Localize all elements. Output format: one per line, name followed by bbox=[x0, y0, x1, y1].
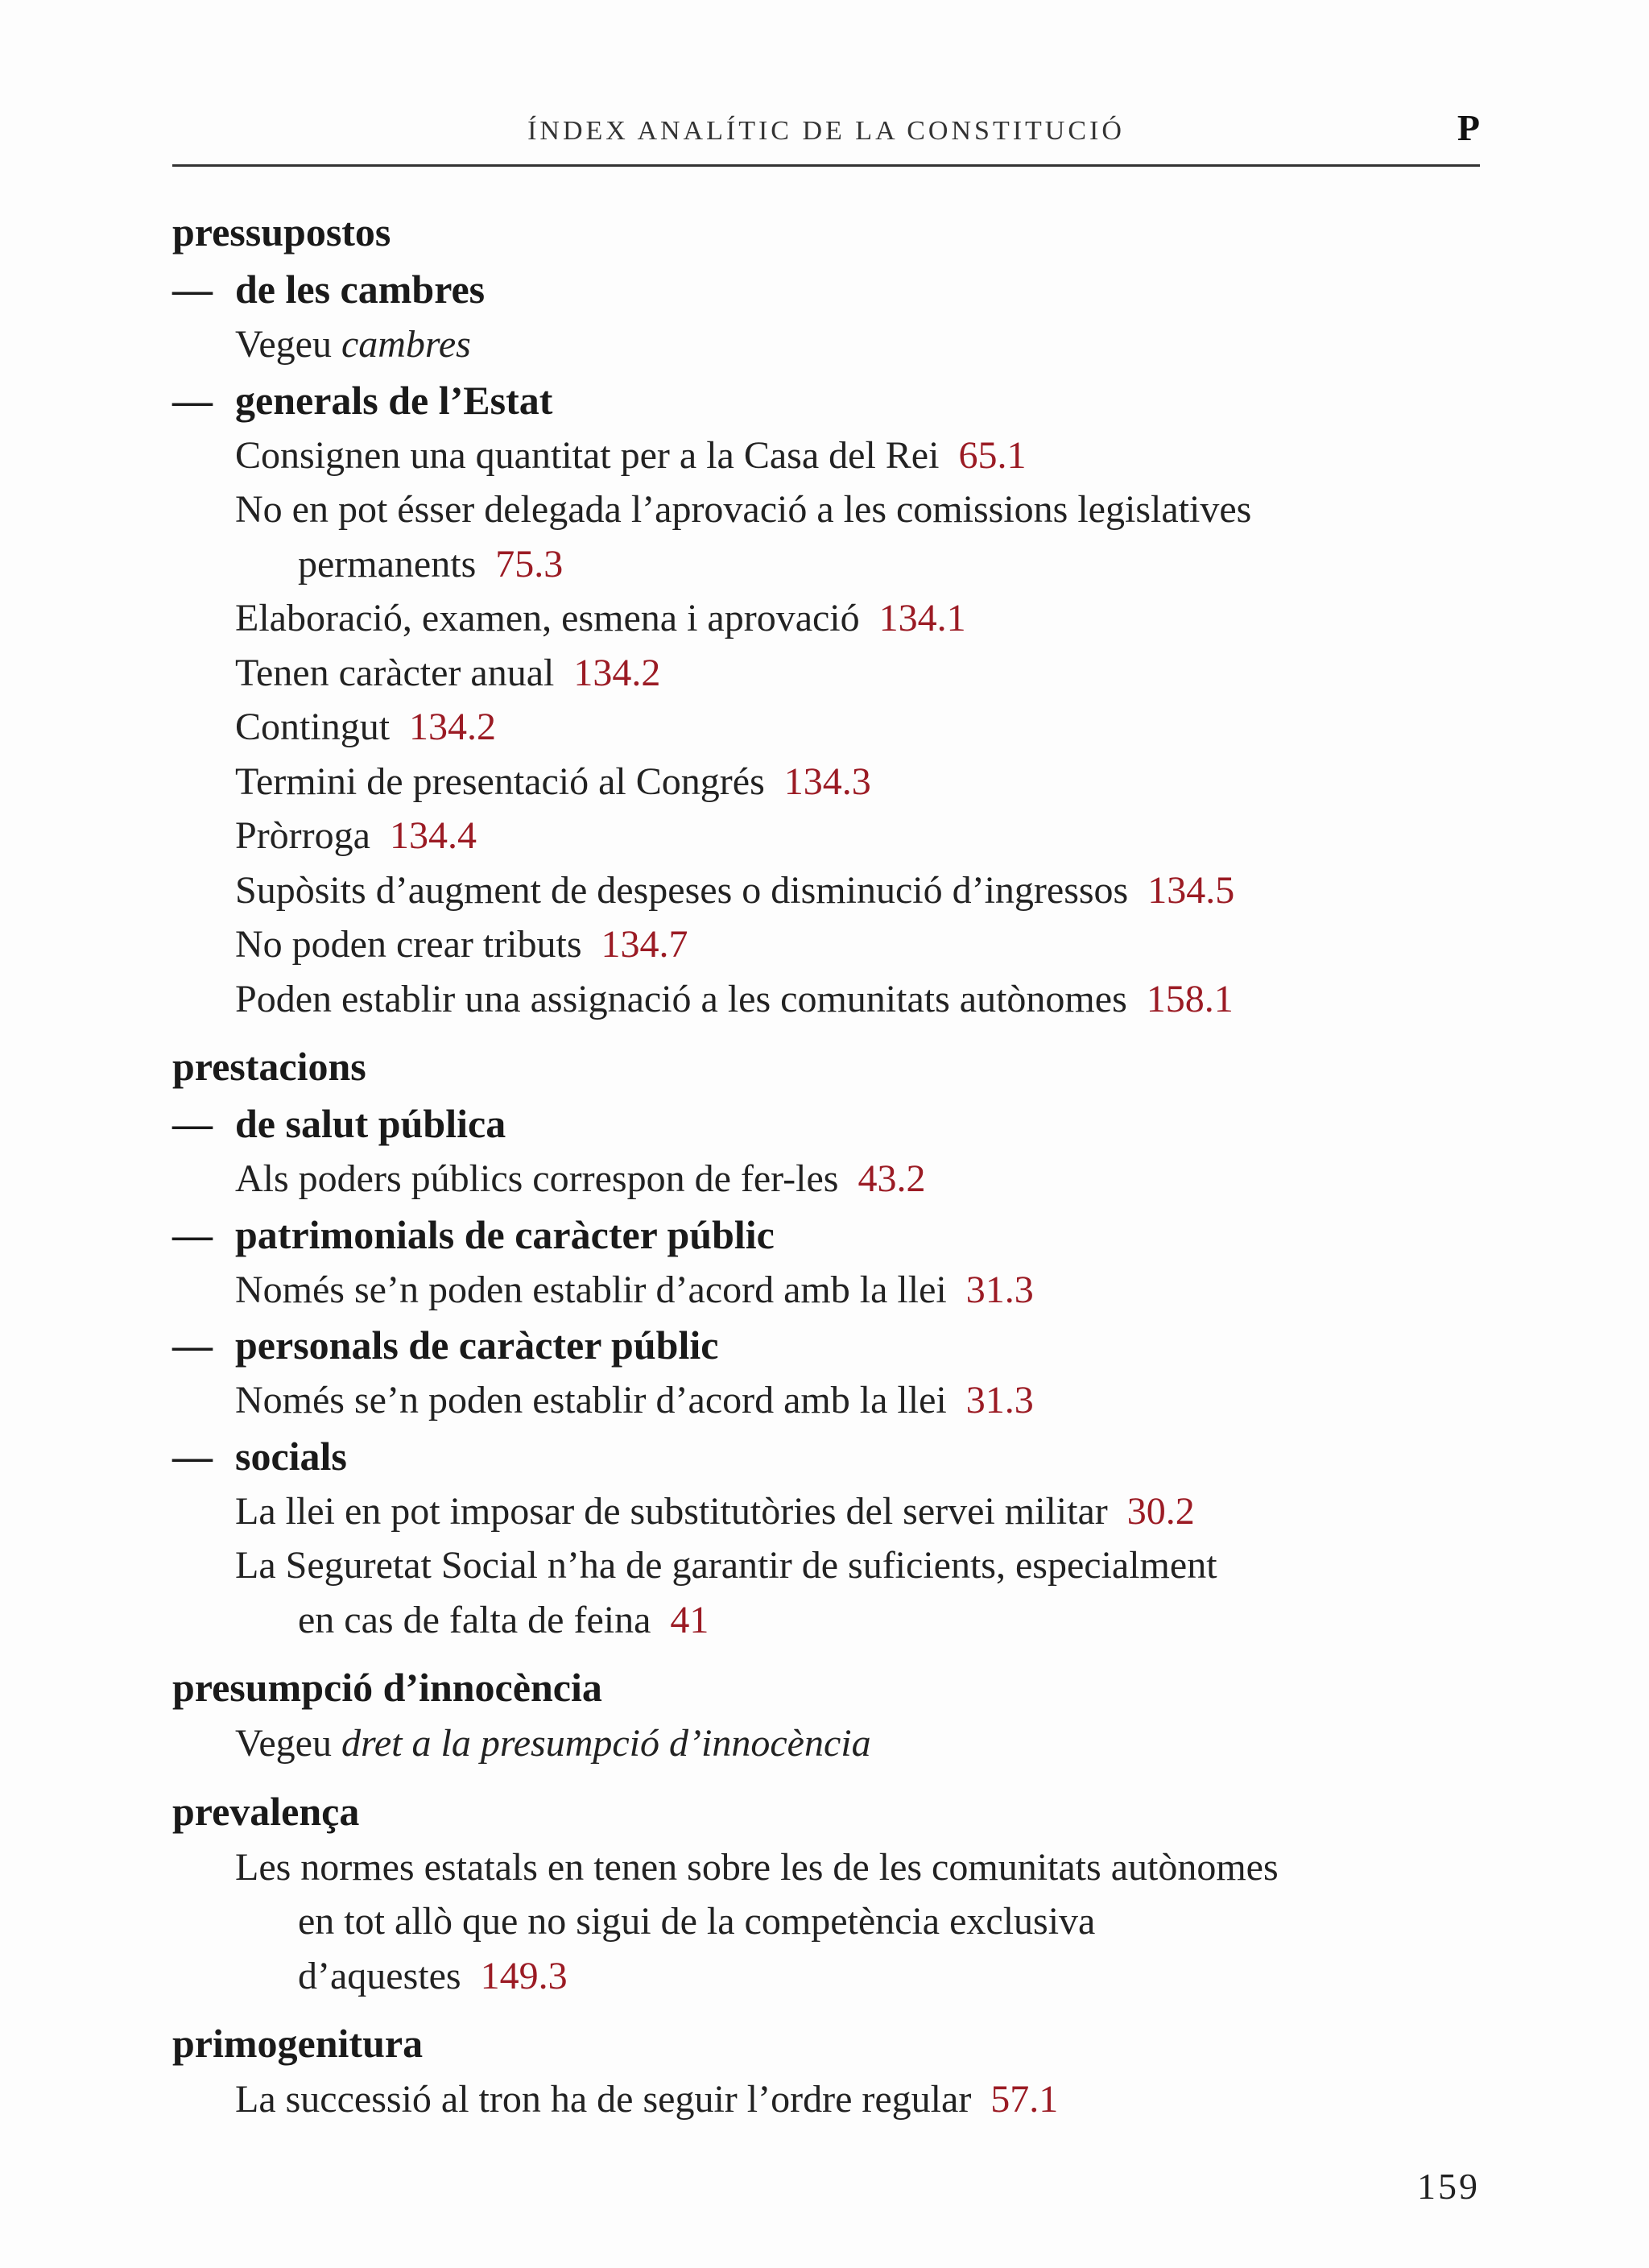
see-reference bbox=[172, 1716, 1480, 1771]
entry-text: permanents bbox=[298, 542, 477, 586]
subterm-label: de les cambres bbox=[235, 267, 486, 312]
article-reference[interactable]: 57.1 bbox=[990, 2078, 1059, 2121]
subterm-label: socials bbox=[235, 1433, 347, 1479]
article-reference[interactable]: 158.1 bbox=[1146, 977, 1234, 1020]
entry-text: La successió al tron ha de seguir l’ordre regular bbox=[235, 2078, 972, 2121]
entry-text: Termini de presentació al Congrés bbox=[235, 759, 765, 803]
em-dash: — bbox=[172, 1101, 213, 1146]
index-entry bbox=[172, 972, 1480, 1027]
page-number: 159 bbox=[1417, 2166, 1480, 2207]
article-reference[interactable]: 31.3 bbox=[965, 1268, 1034, 1311]
em-dash: — bbox=[172, 1322, 213, 1368]
see-label: Vegeu bbox=[235, 323, 332, 366]
subterm-label: patrimonials de caràcter públic bbox=[235, 1211, 775, 1257]
index-subterm bbox=[172, 1428, 1480, 1484]
section-letter: P bbox=[1457, 107, 1480, 148]
index-subterm bbox=[172, 261, 1480, 317]
index-entry bbox=[172, 1484, 1480, 1539]
index-entry bbox=[172, 700, 1480, 755]
entry-text: Supòsits d’augment de despeses o disminució d’ingressos bbox=[235, 868, 1129, 912]
index-entry bbox=[172, 1263, 1480, 1318]
entry-text: Tenen caràcter anual bbox=[235, 651, 555, 694]
subterm-label: personals de caràcter públic bbox=[235, 1322, 719, 1368]
index-entry bbox=[172, 917, 1480, 972]
entry-text: La Seguretat Social n’ha de garantir de suficients, especialment bbox=[235, 1544, 1217, 1587]
running-header bbox=[172, 106, 1480, 167]
index-entry bbox=[172, 809, 1480, 863]
index-term: pressupostos bbox=[172, 209, 391, 255]
article-reference[interactable]: 75.3 bbox=[495, 542, 564, 586]
running-title: ÍNDEX ANALÍTIC DE LA CONSTITUCIÓ bbox=[527, 116, 1125, 146]
article-reference[interactable]: 134.1 bbox=[878, 597, 966, 639]
entry-text: Elaboració, examen, esmena i aprovació bbox=[235, 597, 860, 639]
index-term: primogenitura bbox=[172, 2021, 424, 2066]
article-reference[interactable]: 41 bbox=[670, 1598, 709, 1641]
article-reference[interactable]: 30.2 bbox=[1126, 1489, 1195, 1533]
em-dash: — bbox=[172, 377, 213, 423]
index-entry bbox=[172, 863, 1480, 918]
index-entry bbox=[172, 428, 1480, 483]
entry-text: Només se’n poden establir d’acord amb la llei bbox=[235, 1268, 947, 1311]
entry-continuation bbox=[235, 1593, 1480, 1648]
index-entry bbox=[172, 646, 1480, 701]
index-term: presumpció d’innocència bbox=[172, 1665, 602, 1710]
entry-text: No en pot ésser delegada l’aprovació a les comissions legislatives bbox=[235, 488, 1252, 531]
entry-text: No poden crear tributs bbox=[235, 923, 582, 966]
article-reference[interactable]: 149.3 bbox=[480, 1954, 568, 1997]
index-entry bbox=[172, 2072, 1480, 2127]
index-entry bbox=[172, 482, 1480, 591]
article-reference[interactable]: 134.4 bbox=[389, 814, 477, 857]
article-reference[interactable]: 31.3 bbox=[965, 1379, 1034, 1422]
entry-text: Contingut bbox=[235, 706, 391, 748]
article-reference[interactable]: 43.2 bbox=[858, 1157, 926, 1200]
entry-continuation: en tot allò que no sigui de la competència exclusiva bbox=[298, 1900, 1096, 1943]
index-entry bbox=[172, 1373, 1480, 1428]
entry-text: La llei en pot imposar de substitutòries del servei militar bbox=[235, 1489, 1108, 1533]
see-reference bbox=[172, 317, 1480, 372]
em-dash: — bbox=[172, 267, 213, 312]
entry-continuation bbox=[235, 1949, 1480, 2004]
see-label: Vegeu bbox=[235, 1722, 332, 1765]
index-term: prevalença bbox=[172, 1788, 360, 1834]
index-entry bbox=[172, 591, 1480, 646]
article-reference[interactable]: 134.5 bbox=[1147, 868, 1235, 912]
subterm-label: de salut pública bbox=[235, 1101, 506, 1146]
index-entry bbox=[172, 1152, 1480, 1206]
index-entry bbox=[172, 1840, 1480, 2004]
index-subterm bbox=[172, 1095, 1480, 1152]
entry-text: Pròrroga bbox=[235, 814, 370, 857]
index-subterm bbox=[172, 1317, 1480, 1373]
see-target[interactable]: dret a la presumpció d’innocència bbox=[341, 1722, 871, 1765]
entry-text: Consignen una quantitat per a la Casa del Rei bbox=[235, 433, 940, 477]
subterm-label: generals de l’Estat bbox=[235, 377, 553, 423]
em-dash: — bbox=[172, 1211, 213, 1257]
index-term: prestacions bbox=[172, 1044, 366, 1089]
entry-text: Poden establir una assignació a les comunitats autònomes bbox=[235, 977, 1127, 1020]
entry-text: Les normes estatals en tenen sobre les de les comunitats autònomes bbox=[235, 1845, 1279, 1889]
article-reference[interactable]: 134.2 bbox=[573, 651, 661, 694]
entry-text: Als poders públics correspon de fer-les bbox=[235, 1157, 839, 1200]
em-dash: — bbox=[172, 1433, 213, 1479]
entry-text: d’aquestes bbox=[298, 1954, 461, 1997]
article-reference[interactable]: 134.3 bbox=[783, 759, 871, 803]
entry-continuation bbox=[235, 537, 1480, 592]
index-subterm bbox=[172, 372, 1480, 428]
article-reference[interactable]: 134.7 bbox=[601, 923, 688, 966]
index-entry bbox=[172, 755, 1480, 809]
see-target[interactable]: cambres bbox=[341, 323, 471, 366]
index-subterm bbox=[172, 1206, 1480, 1263]
article-reference[interactable]: 65.1 bbox=[958, 433, 1027, 477]
entry-text: Només se’n poden establir d’acord amb la llei bbox=[235, 1379, 947, 1422]
entry-text: en cas de falta de feina bbox=[298, 1598, 651, 1641]
index-entry bbox=[172, 1538, 1480, 1647]
article-reference[interactable]: 134.2 bbox=[409, 706, 497, 748]
index-content bbox=[172, 203, 1480, 2127]
